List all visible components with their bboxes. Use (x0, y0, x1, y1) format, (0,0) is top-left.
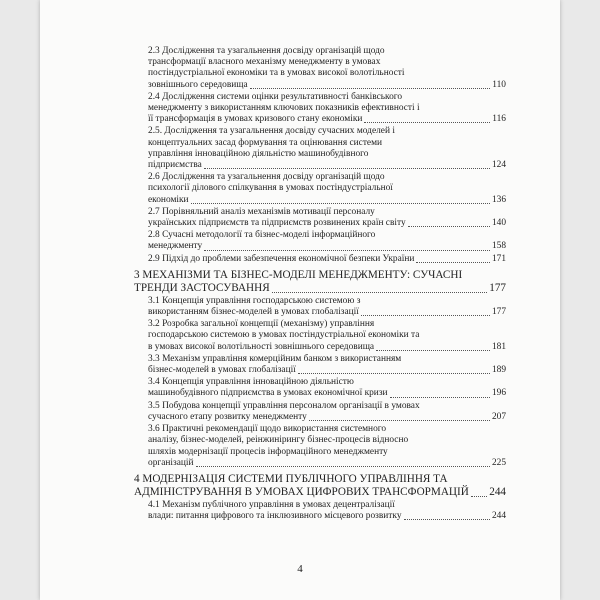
toc-entry-line: 4 МОДЕРНІЗАЦІЯ СИСТЕМИ ПУБЛІЧНОГО УПРАВЛІННЯ ТА (134, 472, 448, 485)
toc-entry-line: 3.3 Механізм управління комерційним банком з використанням (148, 353, 402, 364)
toc-entry-last-line (134, 486, 506, 499)
dot-leader (408, 225, 490, 227)
toc-page-number: 124 (491, 160, 506, 171)
toc-entry-line: 3.6 Практичні рекомендації щодо використання системного (148, 424, 387, 435)
toc-entry-line: зовнішнього середовища (148, 79, 248, 90)
toc-entry-line: влади: питання цифрового та інклюзивного місцевого розвитку (148, 511, 402, 522)
toc-entry-line: 3 МЕХАНІЗМИ ТА БІЗНЕС-МОДЕЛІ МЕНЕДЖМЕНТУ: СУЧАСНІ (134, 268, 463, 281)
toc-entry-line: 2.8 Сучасні методології та бізнес-моделі інформаційного (148, 230, 376, 241)
toc-section-entry[interactable] (134, 207, 506, 229)
toc-entry-line: українських підприємств та підприємств розвинених країн світу (148, 218, 406, 229)
toc-page-number: 244 (489, 485, 506, 498)
dot-leader (471, 495, 487, 497)
toc-entry-line: 2.6 Дослідження та узагальнення досвіду організацій щодо (148, 172, 385, 183)
toc-entry-last-line (148, 114, 506, 125)
toc-section-entry[interactable] (134, 424, 506, 469)
toc-entry-line: аналізу, бізнес-моделей, реінжинірингу бізнес-процесів відносно (148, 435, 409, 446)
toc-page-number: 244 (491, 511, 506, 522)
toc-entry-last-line (148, 254, 506, 265)
toc-section-entry[interactable] (134, 296, 506, 318)
dot-leader (404, 518, 490, 520)
dot-leader (361, 314, 490, 316)
toc-entry-line: концептуальних засад формування та оцінювання системи (148, 137, 383, 148)
dot-leader (376, 349, 490, 351)
toc-section-entry[interactable] (134, 92, 506, 126)
toc-page-number: 116 (492, 114, 506, 125)
toc-page-number: 158 (491, 241, 506, 252)
dot-leader (196, 465, 490, 467)
toc-entry-last-line (148, 412, 506, 423)
toc-entry-last-line (148, 342, 506, 353)
toc-section-entry[interactable] (134, 254, 506, 265)
toc-entry-line: сучасного етапу розвитку менеджменту (148, 411, 307, 422)
document-page (40, 0, 560, 600)
toc-entry-line: ТРЕНДИ ЗАСТОСУВАННЯ (134, 281, 270, 294)
toc-entry-last-line (134, 282, 506, 295)
dot-leader (309, 419, 490, 421)
dot-leader (272, 291, 488, 293)
toc-entry-line: управління інноваційною діяльністю машинобудівного (148, 148, 369, 159)
dot-leader (250, 87, 491, 89)
toc-entry-line: менеджменту з використанням ключових показників ефективності і (148, 103, 420, 114)
toc-entry-line: використанням бізнес-моделей в умовах глобалізації (148, 307, 359, 318)
toc-entry-line: економіки (148, 194, 189, 205)
toc-entry-line: 3.5 Побудова концепції управління персоналом організації в умовах (148, 400, 420, 411)
toc-section-entry[interactable] (134, 354, 506, 376)
toc-entry-line: 2.3 Дослідження та узагальнення досвіду організацій щодо (148, 46, 385, 56)
toc-entry-last-line (148, 388, 506, 399)
toc-entry-line: постіндустріальної економіки та в умовах високої волотільності (148, 68, 405, 79)
dot-leader (204, 249, 490, 251)
toc-entry-line: в умовах високої волотільності зовнішнього середовища (148, 341, 375, 352)
toc-section-entry[interactable] (134, 230, 506, 252)
toc-entry-line: менеджменту (148, 241, 203, 252)
toc-page-number: 207 (491, 411, 506, 422)
toc-entry-line: 3.2 Розробка загальної концепції (механізму) управління (148, 319, 375, 330)
toc-entry-line: підприємства (148, 160, 202, 171)
dot-leader (298, 372, 490, 374)
toc-page-number: 181 (491, 341, 506, 352)
toc-page-number: 225 (491, 457, 506, 468)
toc-entry-line: АДМІНІСТРУВАННЯ В УМОВАХ ЦИФРОВИХ ТРАНСФОРМАЦІЙ (134, 485, 469, 498)
toc-section-entry[interactable] (134, 377, 506, 399)
toc-page-number: 177 (491, 307, 506, 318)
toc-entry-line: 2.5. Дослідження та узагальнення досвіду сучасних моделей і (148, 126, 395, 137)
toc-entry-line: 3.1 Концепція управління господарською системою з (148, 295, 361, 306)
toc-section-entry[interactable] (134, 401, 506, 423)
dot-leader (416, 261, 490, 263)
toc-entry-line: бізнес-моделей в умовах глобалізації (148, 365, 296, 376)
toc-chapter-entry[interactable] (134, 473, 506, 499)
toc-entry-line: шляхів модернізації процесів інформаційного менеджменту (148, 446, 388, 457)
toc-entry-line: 2.4 Дослідження системи оцінки результативності банківського (148, 91, 403, 102)
toc-page-number: 110 (492, 79, 506, 90)
toc-entry-last-line (148, 307, 506, 318)
dot-leader (191, 202, 490, 204)
toc-page-number: 177 (489, 281, 506, 294)
toc-entry-last-line (148, 511, 506, 522)
toc-entry-last-line (148, 218, 506, 229)
page-number: 4 (297, 563, 303, 575)
toc-entry-line: господарською системою в умовах постіндустріальної економіки та (148, 330, 420, 341)
toc-entry-last-line (148, 365, 506, 376)
toc-section-entry[interactable] (134, 126, 506, 171)
toc-entry-line: 2.7 Порівняльний аналіз механізмів мотивації персоналу (148, 206, 375, 217)
toc-entry-line: організацій (148, 457, 194, 468)
toc-page-number: 189 (491, 365, 506, 376)
toc-section-entry[interactable] (134, 46, 506, 91)
toc-entry-last-line (148, 458, 506, 469)
toc-entry-line: психології ділового спілкування в умовах постіндустріальної (148, 183, 393, 194)
toc-entry-last-line (148, 160, 506, 171)
toc-entry-line: машинобудівного підприємства в умовах економічної кризи (148, 388, 388, 399)
toc-entry-last-line (148, 195, 506, 206)
toc-section-entry[interactable] (134, 319, 506, 353)
dot-leader (390, 396, 490, 398)
toc-entry-line: 4.1 Механізм публічного управління в умовах децентралізації (148, 499, 395, 510)
toc-section-entry[interactable] (134, 172, 506, 206)
toc-page-number: 171 (491, 253, 506, 264)
toc-entry-last-line (148, 80, 506, 91)
toc-page-number: 140 (491, 218, 506, 229)
toc-entry-line: 3.4 Концепція управління інноваційною діяльністю (148, 377, 354, 388)
toc-chapter-entry[interactable] (134, 269, 506, 295)
toc-page-number: 196 (491, 388, 506, 399)
toc-entry-line: 2.9 Підхід до проблеми забезпечення економічної безпеки України (148, 253, 415, 264)
toc-entry-line: трансформації власного механізму менеджменту в умовах (148, 57, 381, 68)
toc-entry-line: її трансформація в умовах кризового стану економіки (148, 114, 363, 125)
dot-leader (204, 167, 490, 169)
toc-entry-last-line (148, 241, 506, 252)
toc-page-number: 136 (491, 194, 506, 205)
dot-leader (364, 121, 490, 123)
toc-section-entry[interactable] (134, 500, 506, 522)
table-of-contents (134, 46, 506, 523)
